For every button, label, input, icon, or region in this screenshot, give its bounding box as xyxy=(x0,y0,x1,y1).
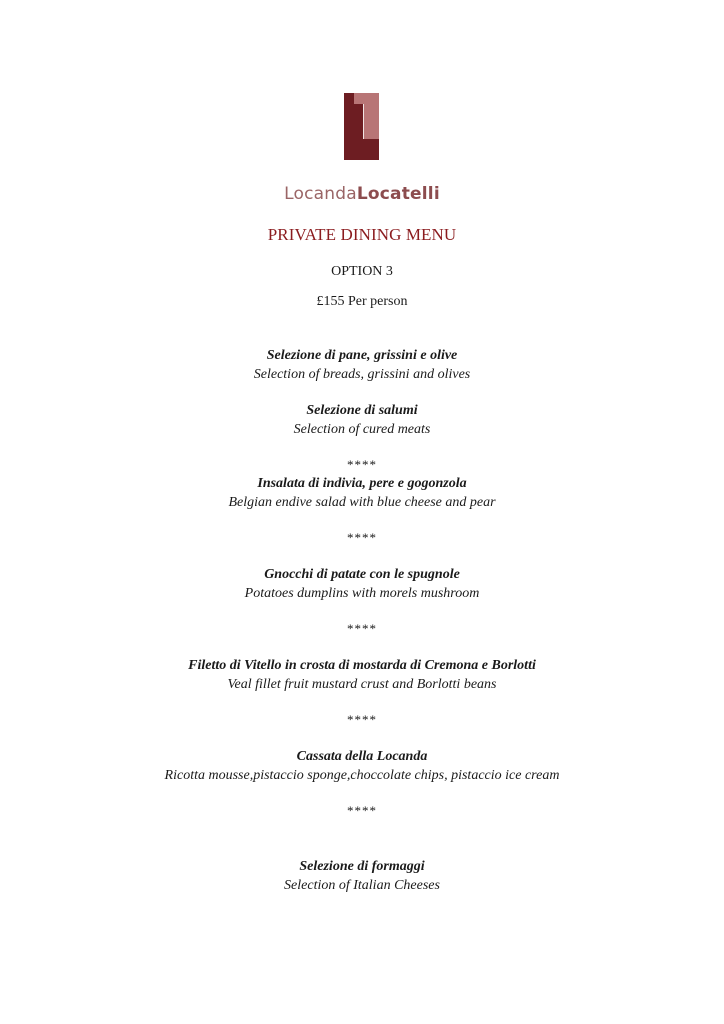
course-italian: Selezione di pane, grissini e olive xyxy=(266,348,458,363)
brand-wordmark xyxy=(0,184,724,204)
course-italian: Filetto di Vitello in crosta di mostarda di Cremona e Borlotti xyxy=(188,658,536,673)
menu-title: PRIVATE DINING MENU xyxy=(267,225,457,244)
course-english: Selection of Italian Cheeses xyxy=(284,878,440,893)
course-italian: Selezione di salumi xyxy=(306,403,418,418)
course-separator: **** xyxy=(347,530,377,545)
course-italian: Gnocchi di patate con le spugnole xyxy=(264,567,460,582)
menu-option: OPTION 3 xyxy=(331,264,393,279)
locanda-locatelli-logo-icon xyxy=(343,93,379,160)
course-english: Selection of breads, grissini and olives xyxy=(253,367,471,382)
course-italian: Selezione di formaggi xyxy=(299,859,425,874)
course-english: Ricotta mousse,pistaccio sponge,choccolate chips, pistaccio ice cream xyxy=(164,768,560,783)
course-italian: Insalata di indivia, pere e gogonzola xyxy=(257,476,467,491)
wordmark-bold: Locatelli xyxy=(356,184,440,204)
course-separator: **** xyxy=(347,621,377,636)
wordmark-light: Locanda xyxy=(284,184,357,204)
course-english: Veal fillet fruit mustard crust and Borlotti beans xyxy=(227,677,497,692)
menu-price: £155 Per person xyxy=(316,294,408,309)
course-separator: **** xyxy=(347,803,377,818)
course-italian: Cassata della Locanda xyxy=(296,749,428,764)
course-separator: **** xyxy=(347,712,377,727)
course-english: Selection of cured meats xyxy=(293,422,431,437)
course-english: Potatoes dumplins with morels mushroom xyxy=(244,586,480,601)
course-separator: **** xyxy=(347,457,377,472)
course-english: Belgian endive salad with blue cheese and pear xyxy=(228,495,496,510)
